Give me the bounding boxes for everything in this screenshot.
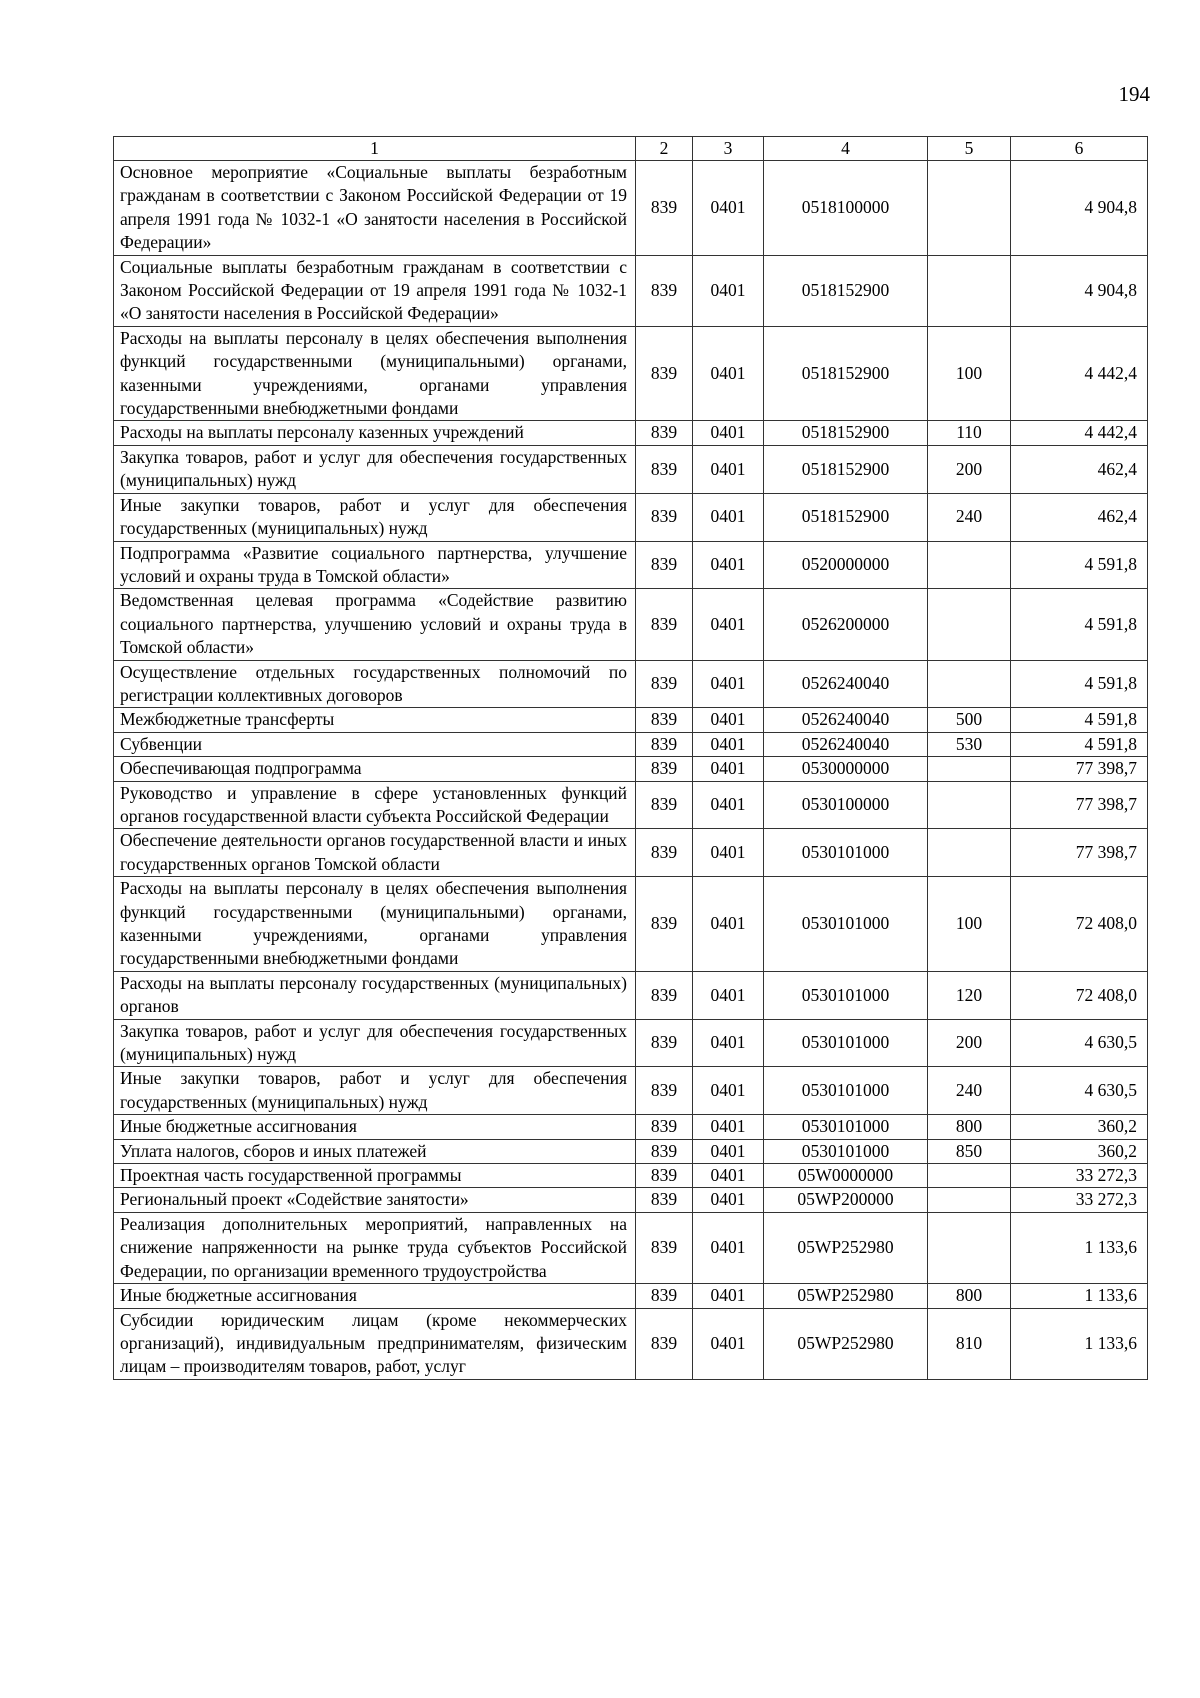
cell-target-article: 0518152900 — [764, 326, 928, 421]
cell-expense-type: 850 — [928, 1139, 1011, 1163]
cell-name: Расходы на выплаты персоналу в целях обеспечения выполнения функций государственными (муниципальными) органами, казенными учреждениями, органами управления государственными внебюджетными фондами — [114, 326, 636, 421]
cell-name: Расходы на выплаты персоналу государственных (муниципальных) органов — [114, 971, 636, 1019]
cell-name: Межбюджетные трансферты — [114, 708, 636, 732]
cell-name: Субвенции — [114, 732, 636, 756]
cell-amount: 4 904,8 — [1011, 255, 1148, 326]
cell-ministry-code: 839 — [636, 493, 693, 541]
cell-expense-type — [928, 255, 1011, 326]
cell-target-article: 0530100000 — [764, 781, 928, 829]
cell-section-code: 0401 — [693, 1115, 764, 1139]
cell-target-article: 05WP252980 — [764, 1212, 928, 1283]
cell-section-code: 0401 — [693, 829, 764, 877]
cell-ministry-code: 839 — [636, 1019, 693, 1067]
table-row — [114, 255, 1148, 326]
cell-expense-type — [928, 589, 1011, 660]
cell-name: Региональный проект «Содействие занятости» — [114, 1188, 636, 1212]
table-row — [114, 708, 1148, 732]
cell-section-code: 0401 — [693, 877, 764, 972]
cell-expense-type — [928, 757, 1011, 781]
cell-section-code: 0401 — [693, 732, 764, 756]
cell-section-code: 0401 — [693, 781, 764, 829]
cell-target-article: 0530101000 — [764, 1067, 928, 1115]
cell-expense-type — [928, 781, 1011, 829]
cell-target-article: 0526240040 — [764, 708, 928, 732]
cell-expense-type: 240 — [928, 493, 1011, 541]
cell-expense-type: 500 — [928, 708, 1011, 732]
cell-name: Социальные выплаты безработным гражданам в соответствии с Законом Российской Федерации от 19 апреля 1991 года № 1032-1 «О занятости населения в Российской Федерации» — [114, 255, 636, 326]
table-row — [114, 493, 1148, 541]
table-row — [114, 1019, 1148, 1067]
cell-name: Иные бюджетные ассигнования — [114, 1115, 636, 1139]
cell-ministry-code: 839 — [636, 1308, 693, 1379]
cell-expense-type: 100 — [928, 877, 1011, 972]
cell-target-article: 0530101000 — [764, 1139, 928, 1163]
cell-ministry-code: 839 — [636, 829, 693, 877]
cell-target-article: 0530101000 — [764, 971, 928, 1019]
cell-ministry-code: 839 — [636, 877, 693, 972]
cell-expense-type — [928, 829, 1011, 877]
table-row — [114, 326, 1148, 421]
cell-target-article: 0520000000 — [764, 541, 928, 589]
cell-amount: 4 591,8 — [1011, 660, 1148, 708]
column-header: 5 — [928, 137, 1011, 161]
cell-amount: 4 591,8 — [1011, 589, 1148, 660]
column-header: 2 — [636, 137, 693, 161]
cell-amount: 360,2 — [1011, 1115, 1148, 1139]
cell-expense-type — [928, 1164, 1011, 1188]
table-row — [114, 1212, 1148, 1283]
cell-ministry-code: 839 — [636, 255, 693, 326]
cell-name: Расходы на выплаты персоналу в целях обеспечения выполнения функций государственными (муниципальными) органами, казенными учреждениями, органами управления государственными внебюджетными фондами — [114, 877, 636, 972]
cell-target-article: 05WP252980 — [764, 1284, 928, 1308]
cell-expense-type: 240 — [928, 1067, 1011, 1115]
table-row — [114, 877, 1148, 972]
cell-amount: 1 133,6 — [1011, 1284, 1148, 1308]
cell-ministry-code: 839 — [636, 589, 693, 660]
cell-ministry-code: 839 — [636, 1188, 693, 1212]
cell-ministry-code: 839 — [636, 732, 693, 756]
cell-ministry-code: 839 — [636, 421, 693, 445]
cell-section-code: 0401 — [693, 708, 764, 732]
cell-target-article: 05WP252980 — [764, 1308, 928, 1379]
cell-expense-type: 100 — [928, 326, 1011, 421]
table-row — [114, 971, 1148, 1019]
cell-amount: 72 408,0 — [1011, 877, 1148, 972]
cell-amount: 1 133,6 — [1011, 1308, 1148, 1379]
cell-name: Основное мероприятие «Социальные выплаты безработным гражданам в соответствии с Законом Российской Федерации от 19 апреля 1991 года № 1032-1 «О занятости населения в Российской Федерации» — [114, 161, 636, 256]
table-row — [114, 1115, 1148, 1139]
cell-expense-type: 810 — [928, 1308, 1011, 1379]
cell-expense-type: 800 — [928, 1115, 1011, 1139]
cell-name: Руководство и управление в сфере установленных функций органов государственной власти субъекта Российской Федерации — [114, 781, 636, 829]
cell-target-article: 0530101000 — [764, 1115, 928, 1139]
page-number: 194 — [1118, 82, 1150, 106]
table-row — [114, 781, 1148, 829]
cell-expense-type — [928, 1188, 1011, 1212]
cell-target-article: 0518152900 — [764, 255, 928, 326]
table-row — [114, 1284, 1148, 1308]
cell-expense-type — [928, 541, 1011, 589]
cell-target-article: 05W0000000 — [764, 1164, 928, 1188]
cell-target-article: 0518152900 — [764, 421, 928, 445]
table-row — [114, 445, 1148, 493]
table-row — [114, 1164, 1148, 1188]
cell-name: Закупка товаров, работ и услуг для обеспечения государственных (муниципальных) нужд — [114, 445, 636, 493]
cell-target-article: 0526240040 — [764, 732, 928, 756]
cell-target-article: 0518100000 — [764, 161, 928, 256]
cell-target-article: 0526200000 — [764, 589, 928, 660]
cell-name: Проектная часть государственной программы — [114, 1164, 636, 1188]
cell-section-code: 0401 — [693, 1067, 764, 1115]
cell-ministry-code: 839 — [636, 1067, 693, 1115]
cell-name: Реализация дополнительных мероприятий, направленных на снижение напряженности на рынке труда субъектов Российской Федерации, по организации временного трудоустройства — [114, 1212, 636, 1283]
cell-ministry-code: 839 — [636, 708, 693, 732]
cell-expense-type — [928, 1212, 1011, 1283]
budget-table — [113, 136, 1148, 1380]
table-row — [114, 421, 1148, 445]
cell-expense-type: 200 — [928, 1019, 1011, 1067]
cell-name: Уплата налогов, сборов и иных платежей — [114, 1139, 636, 1163]
cell-name: Иные бюджетные ассигнования — [114, 1284, 636, 1308]
cell-target-article: 05WP200000 — [764, 1188, 928, 1212]
table-row — [114, 660, 1148, 708]
column-header: 1 — [114, 137, 636, 161]
cell-ministry-code: 839 — [636, 326, 693, 421]
cell-expense-type: 800 — [928, 1284, 1011, 1308]
cell-name: Расходы на выплаты персоналу казенных учреждений — [114, 421, 636, 445]
cell-name: Подпрограмма «Развитие социального партнерства, улучшение условий и охраны труда в Томской области» — [114, 541, 636, 589]
cell-name: Обеспечивающая подпрограмма — [114, 757, 636, 781]
cell-section-code: 0401 — [693, 971, 764, 1019]
cell-amount: 4 591,8 — [1011, 541, 1148, 589]
cell-ministry-code: 839 — [636, 541, 693, 589]
cell-target-article: 0530101000 — [764, 829, 928, 877]
cell-ministry-code: 839 — [636, 660, 693, 708]
cell-target-article: 0530101000 — [764, 877, 928, 972]
table-row — [114, 829, 1148, 877]
cell-amount: 4 630,5 — [1011, 1067, 1148, 1115]
table-row — [114, 541, 1148, 589]
table-row — [114, 589, 1148, 660]
cell-ministry-code: 839 — [636, 971, 693, 1019]
cell-name: Ведомственная целевая программа «Содействие развитию социального партнерства, улучшению условий и охраны труда в Томской области» — [114, 589, 636, 660]
cell-target-article: 0518152900 — [764, 493, 928, 541]
table-row — [114, 1067, 1148, 1115]
table-row — [114, 757, 1148, 781]
cell-amount: 4 630,5 — [1011, 1019, 1148, 1067]
cell-amount: 360,2 — [1011, 1139, 1148, 1163]
cell-ministry-code: 839 — [636, 445, 693, 493]
cell-expense-type: 200 — [928, 445, 1011, 493]
cell-expense-type: 530 — [928, 732, 1011, 756]
cell-section-code: 0401 — [693, 660, 764, 708]
cell-expense-type — [928, 660, 1011, 708]
cell-section-code: 0401 — [693, 493, 764, 541]
cell-ministry-code: 839 — [636, 1284, 693, 1308]
cell-section-code: 0401 — [693, 1308, 764, 1379]
cell-amount: 33 272,3 — [1011, 1188, 1148, 1212]
cell-target-article: 0530000000 — [764, 757, 928, 781]
cell-ministry-code: 839 — [636, 1139, 693, 1163]
cell-section-code: 0401 — [693, 757, 764, 781]
cell-amount: 72 408,0 — [1011, 971, 1148, 1019]
cell-amount: 77 398,7 — [1011, 757, 1148, 781]
column-header: 3 — [693, 137, 764, 161]
cell-expense-type — [928, 161, 1011, 256]
table-row — [114, 161, 1148, 256]
column-header: 4 — [764, 137, 928, 161]
cell-section-code: 0401 — [693, 161, 764, 256]
cell-section-code: 0401 — [693, 1164, 764, 1188]
cell-name: Обеспечение деятельности органов государственной власти и иных государственных органов Томской области — [114, 829, 636, 877]
cell-name: Иные закупки товаров, работ и услуг для обеспечения государственных (муниципальных) нужд — [114, 493, 636, 541]
cell-amount: 1 133,6 — [1011, 1212, 1148, 1283]
cell-ministry-code: 839 — [636, 1115, 693, 1139]
cell-amount: 4 904,8 — [1011, 161, 1148, 256]
table-row — [114, 1308, 1148, 1379]
cell-expense-type: 110 — [928, 421, 1011, 445]
cell-section-code: 0401 — [693, 421, 764, 445]
cell-section-code: 0401 — [693, 1019, 764, 1067]
cell-section-code: 0401 — [693, 445, 764, 493]
cell-amount: 462,4 — [1011, 493, 1148, 541]
cell-section-code: 0401 — [693, 589, 764, 660]
cell-amount: 77 398,7 — [1011, 829, 1148, 877]
cell-name: Субсидии юридическим лицам (кроме некоммерческих организаций), индивидуальным предпринимателям, физическим лицам – производителям товаров, работ, услуг — [114, 1308, 636, 1379]
cell-section-code: 0401 — [693, 1212, 764, 1283]
table-row — [114, 1139, 1148, 1163]
cell-ministry-code: 839 — [636, 1212, 693, 1283]
cell-section-code: 0401 — [693, 255, 764, 326]
cell-amount: 4 591,8 — [1011, 732, 1148, 756]
cell-amount: 4 591,8 — [1011, 708, 1148, 732]
cell-name: Иные закупки товаров, работ и услуг для обеспечения государственных (муниципальных) нужд — [114, 1067, 636, 1115]
cell-section-code: 0401 — [693, 326, 764, 421]
cell-amount: 462,4 — [1011, 445, 1148, 493]
cell-name: Закупка товаров, работ и услуг для обеспечения государственных (муниципальных) нужд — [114, 1019, 636, 1067]
cell-target-article: 0530101000 — [764, 1019, 928, 1067]
cell-amount: 77 398,7 — [1011, 781, 1148, 829]
cell-section-code: 0401 — [693, 1188, 764, 1212]
cell-target-article: 0518152900 — [764, 445, 928, 493]
cell-name: Осуществление отдельных государственных полномочий по регистрации коллективных договоров — [114, 660, 636, 708]
cell-ministry-code: 839 — [636, 1164, 693, 1188]
cell-ministry-code: 839 — [636, 781, 693, 829]
cell-section-code: 0401 — [693, 1284, 764, 1308]
table-row — [114, 1188, 1148, 1212]
cell-expense-type: 120 — [928, 971, 1011, 1019]
cell-target-article: 0526240040 — [764, 660, 928, 708]
cell-amount: 4 442,4 — [1011, 421, 1148, 445]
cell-amount: 33 272,3 — [1011, 1164, 1148, 1188]
cell-section-code: 0401 — [693, 541, 764, 589]
cell-ministry-code: 839 — [636, 161, 693, 256]
cell-section-code: 0401 — [693, 1139, 764, 1163]
table-header-row — [114, 137, 1148, 161]
cell-amount: 4 442,4 — [1011, 326, 1148, 421]
column-header: 6 — [1011, 137, 1148, 161]
cell-ministry-code: 839 — [636, 757, 693, 781]
table-row — [114, 732, 1148, 756]
